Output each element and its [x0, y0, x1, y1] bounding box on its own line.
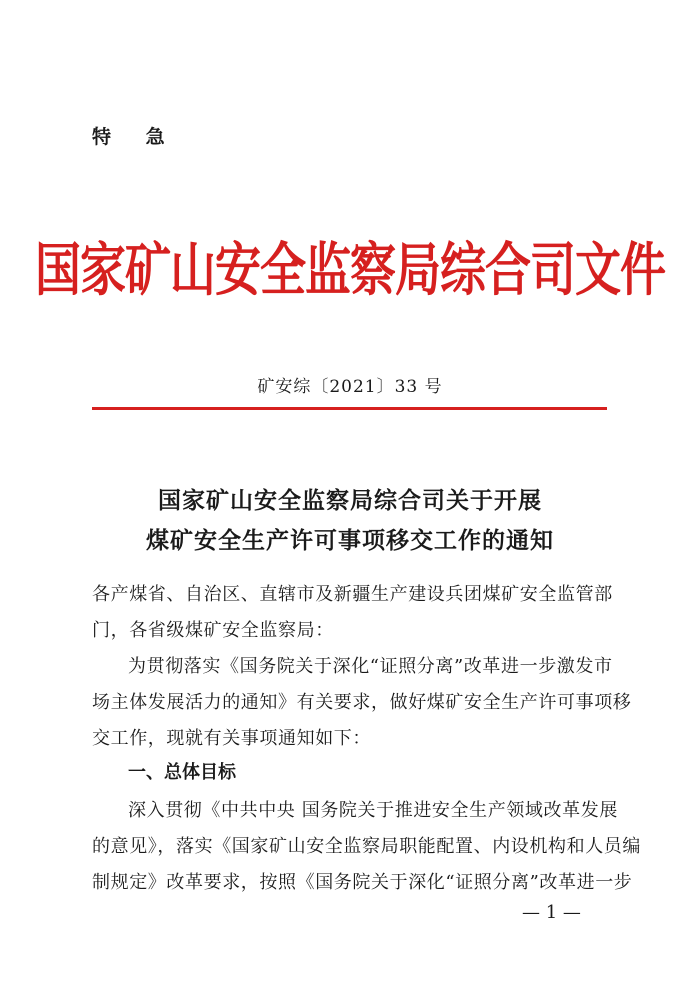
recipients-line-2: 门，各省级煤矿安全监察局： — [92, 620, 334, 641]
recipients-line-1: 各产煤省、自治区、直辖市及新疆生产建设兵团煤矿安全监管部 — [92, 584, 613, 605]
notice-title-line-2: 煤矿安全生产许可事项移交工作的通知 — [146, 527, 554, 554]
paragraph-2-line-2: 的意见》，落实《国家矿山安全监察局职能配置、内设机构和人员编 — [92, 836, 641, 857]
section-1-heading: 一、总体目标 — [128, 762, 236, 783]
urgency-label: 特 急 — [92, 126, 179, 148]
paragraph-1-line-3: 交工作，现就有关事项通知如下： — [92, 728, 371, 749]
paragraph-1-line-1: 为贯彻落实《国务院关于深化“证照分离”改革进一步激发市 — [128, 656, 613, 677]
page-number: — 1 — — [522, 902, 581, 923]
paragraph-2-line-1: 深入贯彻《中共中央 国务院关于推进安全生产领域改革发展 — [128, 800, 618, 821]
notice-title-line-1: 国家矿山安全监察局综合司关于开展 — [158, 487, 542, 514]
paragraph-2-line-3: 制规定》改革要求，按照《国务院关于深化“证照分离”改革进一步 — [92, 872, 633, 893]
red-separator-line — [92, 407, 607, 410]
issuer-title: 国家矿山安全监察局综合司文件 — [35, 235, 665, 304]
document-number: 矿安综〔2021〕33 号 — [257, 377, 443, 397]
paragraph-1-line-2: 场主体发展活力的通知》有关要求，做好煤矿安全生产许可事项移 — [92, 692, 632, 713]
